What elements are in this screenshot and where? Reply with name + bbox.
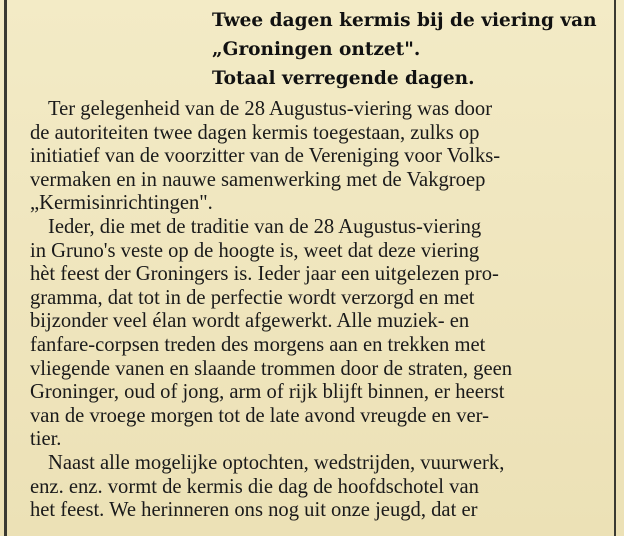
- headline-line-1: Twee dagen kermis bij de viering van: [212, 10, 597, 31]
- paragraph-1-line: „Kermisinrichtingen".: [30, 192, 213, 215]
- paragraph-2-line: van de vroege morgen tot de late avond vreugde en ver-: [30, 404, 489, 427]
- paragraph-2-line: hèt feest der Groningers is. Ieder jaar een uitgelezen pro-: [30, 263, 499, 286]
- paragraph-1-line: initiatief van de voorzitter van de Vereniging voor Volks-: [30, 145, 501, 168]
- paragraph-2-line: bijzonder veel élan wordt afgewerkt. Alle muziek- en: [30, 310, 470, 333]
- paragraph-2-line: Ieder, die met de traditie van de 28 Augustus-viering: [48, 215, 482, 238]
- paragraph-3-line: Naast alle mogelijke optochten, wedstrijden, vuurwerk,: [48, 451, 505, 474]
- paragraph-1-line: Ter gelegenheid van de 28 Augustus-viering was door: [48, 98, 493, 120]
- paragraph-3-line: het feest. We herinneren ons nog uit onze jeugd, dat er: [30, 499, 478, 522]
- paragraph-1-line: de autoriteiten twee dagen kermis toegestaan, zulks op: [30, 121, 480, 144]
- right-column-rule: [614, 0, 616, 536]
- paragraph-2-line: tier.: [30, 428, 62, 451]
- article-headline: [212, 6, 607, 93]
- paragraph-2-line: Groninger, oud of jong, arm of rijk blijft binnen, er heerst: [30, 381, 505, 404]
- headline-line-3: Totaal verregende dagen.: [212, 68, 475, 89]
- paragraph-2-line: gramma, dat tot in de perfectie wordt verzorgd en met: [30, 286, 475, 309]
- article-body: [30, 98, 608, 523]
- paragraph-1-line: vermaken en in nauwe samenwerking met de Vakgroep: [30, 168, 486, 191]
- paragraph-2-line: in Gruno's veste op de hoogte is, weet dat deze viering: [30, 239, 480, 262]
- headline-line-2: „Groningen ontzet".: [212, 39, 421, 60]
- paragraph-2-line: vliegende vanen en slaande trommen door de straten, geen: [30, 357, 513, 380]
- left-column-rule: [4, 0, 7, 536]
- paragraph-2-line: fanfare-corpsen treden des morgens aan en trekken met: [30, 333, 486, 356]
- paragraph-3-line: enz. enz. vormt de kermis die dag de hoofdschotel van: [30, 475, 479, 498]
